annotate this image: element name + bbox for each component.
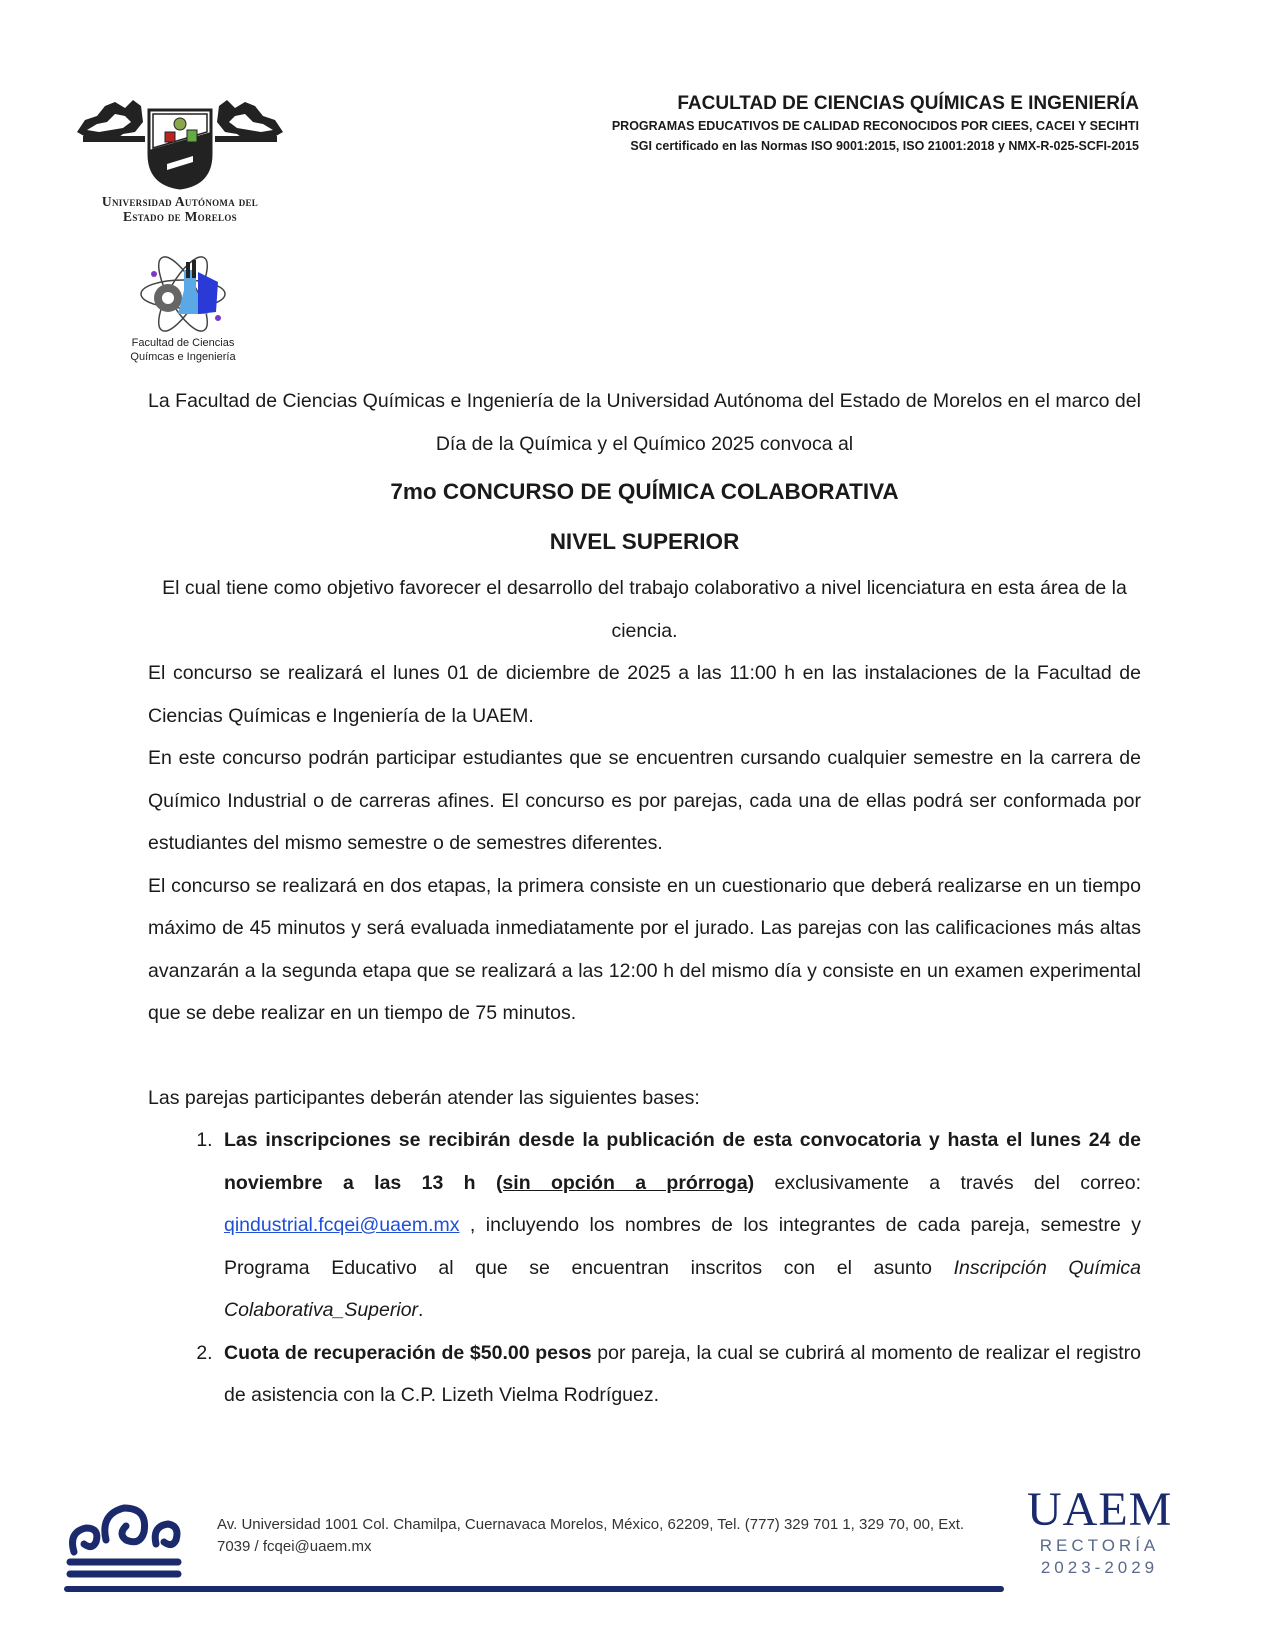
contest-title: 7mo CONCURSO DE QUÍMICA COLABORATIVA (390, 479, 899, 504)
date-paragraph: El concurso se realizará el lunes 01 de diciembre de 2025 a las 11:00 h en las instalaciones de la Facultad de Ciencias Químicas e Ingeniería de la UAEM. (148, 662, 1141, 727)
document-body (148, 380, 1141, 1417)
uaem-logo (72, 92, 288, 224)
atom-gear-flask-icon (138, 252, 228, 334)
intro-paragraph: La Facultad de Ciencias Químicas e Ingeniería de la Universidad Autónoma del Estado de Morelos en el marco del Día de la Química y el Químico 2025 convoca al (148, 390, 1141, 455)
uaem-wordmark: UAEM (1027, 1483, 1173, 1536)
bases-intro: Las parejas participantes deberán atender las siguientes bases: (148, 1086, 700, 1109)
university-name: Universidad Autónoma del Estado de Morelos (101, 194, 259, 224)
certification-line: SGI certificado en las Normas ISO 9001:2015, ISO 21001:2018 y NMX-R-025-SCFI-2015 (630, 139, 1139, 153)
list-item: 1. Las inscripciones se recibirán desde la publicación de esta convocatoria y hasta el lunes 24 de noviembre a las 13 h (sin opción a prórroga) exclusivamente a través del correo: qindustrial.fcqei@uaem.mx , incluyendo los nombres de los integrantes de cada pareja, semestre y Programa Educativo al que se encuentran inscritos con el asunto Inscripción Química Colaborativa_Superior. (218, 1119, 1141, 1332)
bases-list (148, 1119, 1141, 1417)
faculty-subtitle: PROGRAMAS EDUCATIVOS DE CALIDAD RECONOCIDOS POR CIEES, CACEI Y SECIHTI (611, 119, 1139, 133)
faculty-logo-caption: Facultad de Ciencias Químcas e Ingeniería (130, 337, 236, 363)
uaem-shield-icon (75, 92, 285, 190)
footer-divider (64, 1586, 1004, 1592)
rectoria-logo (1027, 1485, 1172, 1579)
fcqei-logo (120, 252, 246, 364)
registration-email-link[interactable]: qindustrial.fcqei@uaem.mx (224, 1214, 460, 1236)
list-item: 2. Cuota de recuperación de $50.00 pesos por pareja, la cual se cubrirá al momento de realizar el registro de asistencia con la C.P. Lizeth Vielma Rodríguez. (218, 1332, 1141, 1417)
footer-address: Av. Universidad 1001 Col. Chamilpa, Cuernavaca Morelos, México, 62209, Tel. (777) 329 701 1, 329 70, 00, Ext. 7039 / fcqei@uaem.mx (217, 1516, 965, 1555)
letterhead (519, 92, 1139, 156)
greek-wave-ornament-icon (64, 1492, 184, 1584)
rectoria-period: 2023-2029 (1040, 1558, 1159, 1577)
stages-paragraph: El concurso se realizará en dos etapas, la primera consiste en un cuestionario que deberá realizarse en un tiempo máximo de 45 minutos y será evaluada inmediatamente por el jurado. Las parejas con las calificaciones más altas avanzarán a la segunda etapa que se realizará a las 12:00 h del mismo día y consiste en un examen experimental que se debe realizar en un tiempo de 75 minutos. (148, 874, 1141, 1024)
faculty-title: FACULTAD DE CIENCIAS QUÍMICAS E INGENIERÍA (677, 93, 1139, 114)
participants-paragraph: En este concurso podrán participar estudiantes que se encuentren cursando cualquier semestre en la carrera de Químico Industrial o de carreras afines. El concurso es por parejas, cada una de ellas podrá ser conformada por estudiantes del mismo semestre o de semestres diferentes. (148, 747, 1141, 854)
objective-paragraph: El cual tiene como objetivo favorecer el desarrollo del trabajo colaborativo a nivel licenciatura en esta área de la ciencia. (162, 577, 1127, 642)
rectoria-label: RECTORÍA (1039, 1536, 1160, 1555)
footer-ornament-logo (64, 1492, 184, 1589)
contest-level: NIVEL SUPERIOR (549, 529, 740, 554)
